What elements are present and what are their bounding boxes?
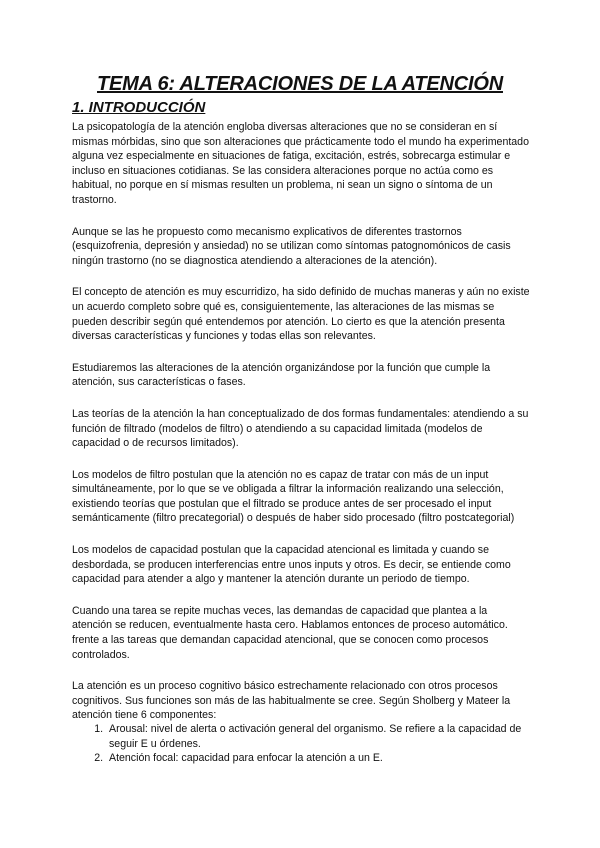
paragraph: Los modelos de filtro postulan que la atención no es capaz de tratar con más de un input simultáneamente, por lo que se ve obligada a filtrar la información realizando una selección, existiendo teorías que postulan que el filtrado se produce antes de ser procesado el input semánticamente (filtro precategorial) o después de haber sido procesado (filtro postcategorial) bbox=[72, 468, 515, 525]
paragraph: La atención es un proceso cognitivo básico estrechamente relacionado con otros procesos cognitivos. Sus funciones son más de las habitualmente se cree. Según Sholberg y Mateer la atención tiene 6 componentes: bbox=[72, 680, 511, 722]
paragraph: El concepto de atención es muy escurridizo, ha sido definido de muchas maneras y aún no existe un acuerdo completo sobre qué es, consiguientemente, las alteraciones de las mismas se pueden describir según qué entendemos por atención. Lo cierto es que la atención presenta diversas características y funciones y todas ellas son relevantes. bbox=[72, 286, 530, 343]
paragraph: Aunque se las he propuesto como mecanismo explicativos de diferentes trastornos (esquizofrenia, depresión y ansiedad) no se utilizan como síntomas patognomónicos de casis ningún trastorno (no se diagnostica atendiendo a alteraciones de la atención). bbox=[72, 225, 511, 267]
components-list bbox=[72, 722, 530, 766]
paragraph: Las teorías de la atención la han conceptualizado de dos formas fundamentales: atendiendo a su función de filtrado (modelos de filtro) o atendiendo a su capacidad limitada (modelos de capacidad o de recursos limitados). bbox=[72, 407, 529, 450]
paragraph: Cuando una tarea se repite muchas veces, las demandas de capacidad que plantea a la atención se reducen, eventualmente hasta cero. Hablamos entonces de proceso automático. frente a las tareas que demandan capacidad atencional, que se conocen como procesos controlados. bbox=[72, 604, 508, 661]
paragraph: Los modelos de capacidad postulan que la capacidad atencional es limitada y cuando se desbordada, se producen interferencias entre unos inputs y otros. Es decir, se entiende como capacidad para atender a algo y mantener la atención durante un periodo de tiempo. bbox=[72, 544, 511, 586]
section-heading: 1. INTRODUCCIÓN bbox=[72, 99, 206, 116]
list-item: 2. Atención focal: capacidad para enfocar la atención a un E. bbox=[106, 751, 530, 766]
paragraph: Estudiaremos las alteraciones de la atención organizándose por la función que cumple la atención, sus características o fases. bbox=[72, 361, 491, 389]
document-body bbox=[72, 120, 530, 766]
document-title: TEMA 6: ALTERACIONES DE LA ATENCIÓN bbox=[97, 73, 503, 95]
list-item: 1. Arousal: nivel de alerta o activación general del organismo. Se refiere a la capacidad de seguir E u órdenes. bbox=[106, 722, 530, 751]
paragraph: La psicopatología de la atención engloba diversas alteraciones que no se consideran en sí mismas mórbidas, sino que son alteraciones que prácticamente todo el mundo ha experimentado alguna vez especialmente en situaciones de fatiga, excitación, estrés, sobrecarga estimular e incluso en situaciones cotidianas. Se las considera alteraciones porque no actúa como es habitual, no porque en sí mismas resulten un problema, ni sean un signo o síntoma de un trastorno. bbox=[72, 121, 529, 206]
